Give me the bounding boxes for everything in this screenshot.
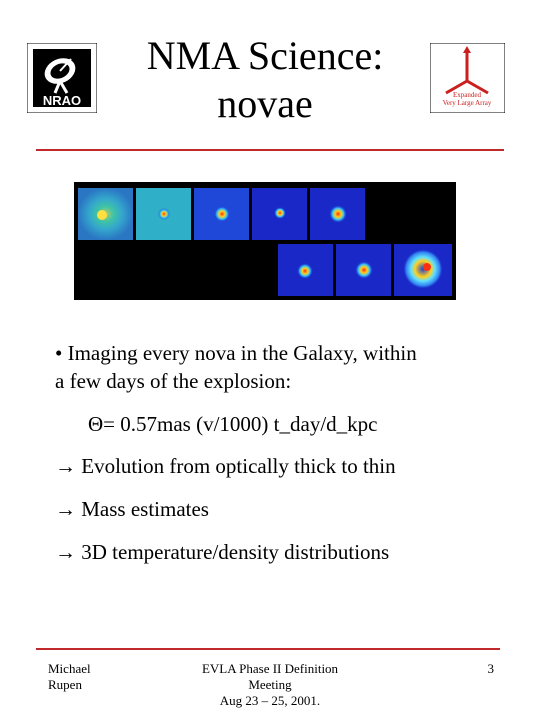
nova-panel-5: [310, 188, 365, 240]
nova-image-strip: [74, 182, 456, 300]
bottom-rule: [36, 648, 500, 650]
evla-logo-line1: Expanded: [453, 91, 481, 99]
arrow-item-2: [55, 496, 209, 522]
title-line-1: NMA Science:: [146, 33, 384, 78]
arrow-item-text: Mass estimates: [81, 497, 209, 521]
bullet-line-2: a few days of the explosion:: [55, 369, 292, 393]
evla-logo-line2: Very Large Array: [442, 99, 492, 107]
title-line-2: novae: [217, 81, 313, 126]
nrao-logo: [27, 43, 97, 113]
nova-panel-7: [336, 244, 391, 296]
top-rule: [36, 149, 504, 151]
evla-logo: [430, 43, 505, 113]
nrao-logo-text: NRAO: [42, 93, 82, 108]
nova-panel-6: [278, 244, 333, 296]
meeting-line-3: Aug 23 – 25, 2001.: [219, 693, 321, 708]
arrow-item-3: [55, 539, 389, 565]
arrow-icon: →: [55, 497, 76, 521]
arrow-icon: →: [55, 454, 76, 478]
arrow-icon: →: [55, 540, 76, 564]
meeting-line-2: Meeting: [248, 677, 292, 692]
nova-panel-2: [136, 188, 191, 240]
nova-panel-4: [252, 188, 307, 240]
footer-meeting: [170, 661, 370, 709]
slide-title: [110, 32, 420, 128]
nova-panel-8: [394, 244, 452, 296]
formula: Θ= 0.57mas (v/1000) t_day/d_kpc: [88, 412, 378, 436]
nova-panel-1: [78, 188, 133, 240]
footer-author: [48, 661, 91, 693]
page-number: 3: [487, 661, 494, 676]
meeting-line-1: EVLA Phase II Definition: [201, 661, 339, 676]
arrow-item-text: 3D temperature/density distributions: [81, 540, 390, 564]
bullet-line-1: • Imaging every nova in the Galaxy, within: [55, 341, 417, 365]
arrow-item-1: [55, 453, 396, 479]
nova-panel-3: [194, 188, 249, 240]
author-line-2: Rupen: [48, 677, 82, 692]
author-line-1: Michael: [48, 661, 91, 676]
arrow-item-text: Evolution from optically thick to thin: [81, 454, 396, 478]
